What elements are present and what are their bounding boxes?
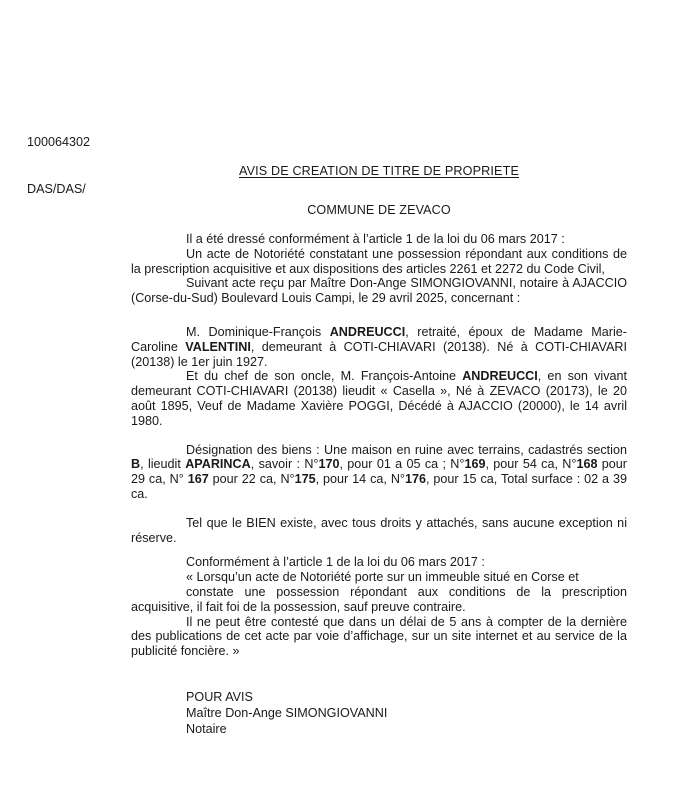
spacer (131, 502, 627, 516)
signature-pour-avis: POUR AVIS (186, 690, 253, 704)
parcel-number-168: 168 (576, 457, 598, 472)
person1-spouse-surname: VALENTINI (185, 339, 251, 354)
paragraph-conformity: Conformément à l’article 1 de la loi du 06 mars 2017 : (186, 555, 485, 570)
designation-prefix: Désignation des biens : Une maison en ruine avec terrains, cadastrés section (186, 442, 627, 457)
page-subtitle: COMMUNE DE ZEVACO (307, 203, 451, 217)
person1-middle: , retraité, époux de Madame Marie-Caroline (131, 324, 627, 354)
paragraph-deed (131, 276, 627, 306)
parcel-area-176: , pour 15 ca, Total surface : 02 a 39 ca. (131, 472, 627, 501)
designation-middle-1: , lieudit (140, 457, 186, 472)
deed-line1: Suivant acte reçu par Maître Don-Ange SIMONGIOVANNI, notaire à (186, 276, 570, 291)
paragraph-quote-body: constate une possession répondant aux conditions de la prescription acquisitive, il fait foi de la possession, sauf preuve contraire. (131, 584, 627, 614)
document-reference-block (27, 104, 90, 228)
cadastral-section: B (131, 457, 141, 472)
parcel-number-167: 167 (187, 472, 209, 487)
paragraph-quote-opening: « Lorsqu’un acte de Notoriété porte sur un immeuble situé en Corse et (186, 570, 579, 585)
notoriety-line1: Un acte de Notoriété constatant une possession répondant aux conditions de (186, 246, 627, 261)
paragraph-quote-closing: Il ne peut être contesté que dans un délai de 5 ans à compter de la dernière des publications de cet acte par voie d’affichage, sur un site internet et au service de la publicité foncière. » (131, 614, 627, 659)
parcel-area-170: , pour 01 a 05 ca ; N° (339, 457, 465, 472)
designation-middle-2: , savoir : N° (250, 457, 319, 472)
spacer (131, 429, 627, 443)
spacer (131, 306, 627, 325)
page-title: AVIS DE CREATION DE TITRE DE PROPRIETE (238, 164, 519, 178)
person2-prefix: Et du chef de son oncle, M. François-Antoine (186, 369, 463, 384)
person2-surname: ANDREUCCI (462, 369, 538, 384)
parcel-area-167: pour 22 ca, N° (208, 472, 295, 487)
cadastral-locality: APARINCA (185, 457, 251, 472)
signature-block (186, 689, 387, 737)
deed-line2: AJACCIO (Corse-du-Sud) Boulevard Louis Campi, le 29 avril 2025, concernant : (131, 276, 627, 306)
paragraph-bien-statement: Tel que le BIEN existe, avec tous droits y attachés, sans aucune exception ni réserve. (131, 515, 627, 545)
document-body (131, 232, 627, 659)
parcel-area-169: , pour 54 ca, N° (485, 457, 577, 472)
paragraph-person-primary (131, 325, 627, 369)
reference-file-number: 100064302 (27, 135, 91, 149)
person2-suffix: , en son vivant demeurant COTI-CHIAVARI (20138) lieudit « Casella », Né à ZEVACO (20173), le 20 août 1895, Veuf de Madame Xavière POGGI, Décédé à AJACCIO (20000), le 14 avril 1980. (131, 369, 627, 428)
parcel-area-175: , pour 14 ca, N° (315, 472, 405, 487)
paragraph-notoriety (131, 247, 627, 277)
paragraph-property-designation (131, 443, 627, 502)
parcel-number-169: 169 (464, 457, 486, 472)
parcel-number-175: 175 (294, 472, 316, 487)
parcel-number-176: 176 (404, 472, 426, 487)
paragraph-person-uncle (131, 369, 627, 428)
signature-notary-title: Notaire (186, 722, 227, 737)
notoriety-line2: la prescription acquisitive et aux dispositions des articles 2261 et 2272 du Code Civil, (131, 261, 605, 276)
reference-initials: DAS/DAS/ (27, 181, 86, 196)
spacer (131, 545, 627, 555)
parcel-area-168: pour 29 ca, N° (131, 457, 627, 487)
person1-suffix: , demeurant à COTI-CHIAVARI (20138). Né à COTI-CHIAVARI (20138) le 1er juin 1927. (131, 339, 627, 369)
parcel-number-170: 170 (318, 457, 340, 472)
signature-notary-name: Maître Don-Ange SIMONGIOVANNI (186, 706, 388, 721)
paragraph-intro-law: Il a été dressé conformément à l’article 1 de la loi du 06 mars 2017 : (186, 232, 565, 246)
person1-prefix: M. Dominique-François (186, 324, 330, 339)
person1-surname: ANDREUCCI (329, 324, 406, 339)
